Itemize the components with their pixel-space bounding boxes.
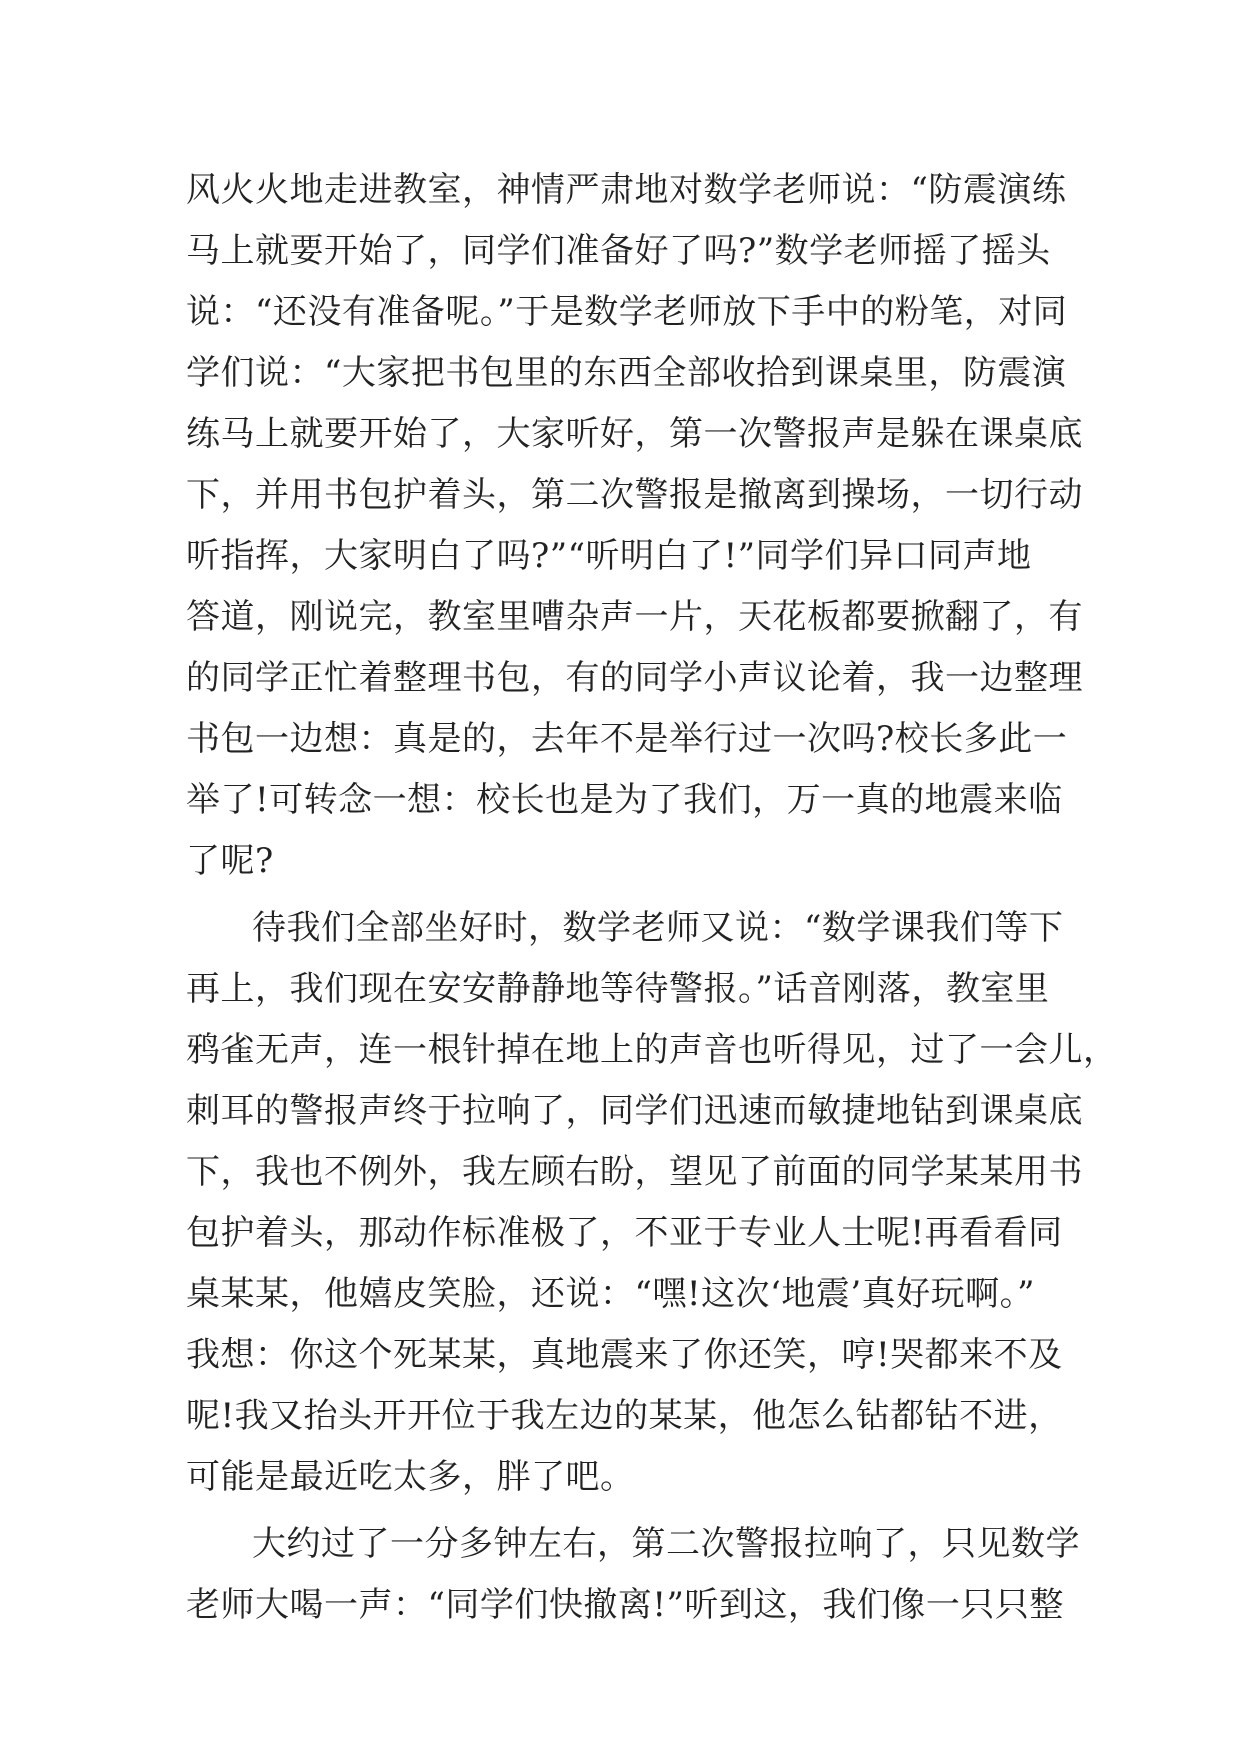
text-line: 了呢? — [186, 841, 274, 881]
text-line: 说：“还没有准备呢。”于是数学老师放下手中的粉笔，对同 — [186, 292, 1068, 332]
text-line: 练马上就要开始了，大家听好，第一次警报声是躲在课桌底 — [186, 414, 1083, 454]
text-line: 书包一边想：真是的，去年不是举行过一次吗?校长多此一 — [186, 719, 1068, 759]
paragraph-first-line: 大约过了一分多钟左右，第二次警报拉响了，只见数学 — [252, 1524, 1080, 1564]
text-line: 我想：你这个死某某，真地震来了你还笑，哼!哭都来不及 — [186, 1335, 1063, 1375]
text-line: 再上，我们现在安安静静地等待警报。”话音刚落，教室里 — [186, 969, 1050, 1009]
text-line: 呢!我又抬头开开位于我左边的某某，他怎么钻都钻不进， — [186, 1396, 1063, 1436]
text-line: 风火火地走进教室，神情严肃地对数学老师说：“防震演练 — [186, 170, 1067, 210]
text-line: 鸦雀无声，连一根针掉在地上的声音也听得见，过了一会儿， — [186, 1030, 1118, 1070]
text-line: 刺耳的警报声终于拉响了，同学们迅速而敏捷地钻到课桌底 — [186, 1091, 1083, 1131]
text-line: 包护着头，那动作标准极了，不亚于专业人士呢!再看看同 — [186, 1213, 1063, 1253]
text-line: 可能是最近吃太多，胖了吧。 — [186, 1457, 635, 1497]
text-line: 学们说：“大家把书包里的东西全部收拾到课桌里，防震演 — [186, 353, 1067, 393]
text-line: 下，并用书包护着头，第二次警报是撤离到操场，一切行动 — [186, 475, 1083, 515]
text-line: 听指挥，大家明白了吗?”“听明白了!”同学们异口同声地 — [186, 536, 1032, 576]
body-text — [186, 160, 1118, 1636]
text-line: 答道，刚说完，教室里嘈杂声一片，天花板都要掀翻了，有 — [186, 597, 1083, 637]
text-line: 的同学正忙着整理书包，有的同学小声议论着，我一边整理 — [186, 658, 1083, 698]
text-line: 老师大喝一声：“同学们快撤离!”听到这，我们像一只只整 — [186, 1585, 1064, 1625]
text-line: 桌某某，他嬉皮笑脸，还说：“嘿!这次‘地震’真好玩啊。” — [186, 1274, 1036, 1314]
text-line: 下，我也不例外，我左顾右盼，望见了前面的同学某某用书 — [186, 1152, 1083, 1192]
text-line: 马上就要开始了，同学们准备好了吗?”数学老师摇了摇头 — [186, 231, 1051, 271]
text-line: 举了!可转念一想：校长也是为了我们，万一真的地震来临 — [186, 780, 1063, 820]
paragraph-first-line: 待我们全部坐好时，数学老师又说：“数学课我们等下 — [252, 908, 1064, 948]
